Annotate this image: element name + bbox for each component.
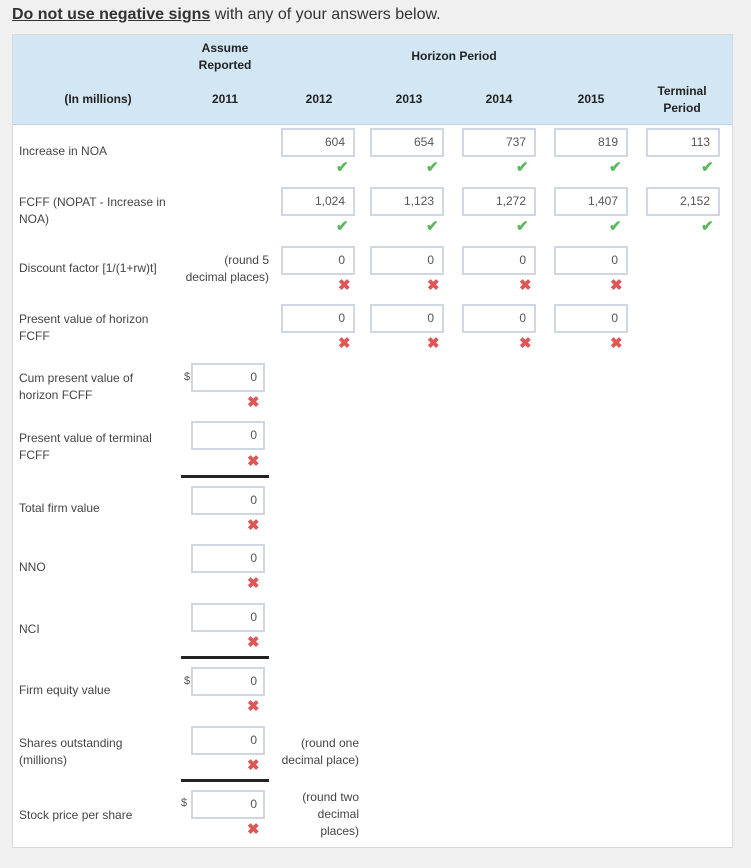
answer-table xyxy=(12,34,733,848)
input-discount-2013[interactable]: 0 xyxy=(370,246,444,275)
cross-icon: ✖ xyxy=(610,335,623,352)
input-noa-2014[interactable]: 737 xyxy=(462,128,536,157)
cross-icon: ✖ xyxy=(247,757,260,774)
currency-symbol: $ xyxy=(181,797,188,809)
cross-icon: ✖ xyxy=(427,335,440,352)
sum-rule xyxy=(181,656,269,659)
header-2013: 2013 xyxy=(395,92,423,106)
input-nno[interactable]: 0 xyxy=(191,544,265,573)
cross-icon: ✖ xyxy=(519,277,532,294)
input-pv-2015[interactable]: 0 xyxy=(554,304,628,333)
row-label-nci: NCI xyxy=(19,622,40,636)
input-noa-2013[interactable]: 654 xyxy=(370,128,444,157)
instructions-bold: Do not use negative signs xyxy=(12,6,211,23)
check-icon: ✔ xyxy=(426,218,439,235)
input-pv-2014[interactable]: 0 xyxy=(462,304,536,333)
cross-icon: ✖ xyxy=(247,453,260,470)
header-2014: 2014 xyxy=(485,92,513,106)
instructions-rest: with any of your answers below. xyxy=(210,6,441,23)
row-label-firm-equity: Firm equity value xyxy=(19,683,111,697)
input-cum-pv[interactable]: 0 xyxy=(191,363,265,392)
row-label-pv-terminal: Present value of terminal FCFF xyxy=(19,431,152,462)
input-noa-terminal[interactable]: 113 xyxy=(646,128,720,157)
check-icon: ✔ xyxy=(516,159,529,176)
input-fcff-2014[interactable]: 1,272 xyxy=(462,187,536,216)
input-fcff-terminal[interactable]: 2,152 xyxy=(646,187,720,216)
cross-icon: ✖ xyxy=(610,277,623,294)
check-icon: ✔ xyxy=(426,159,439,176)
header-terminal-period: Terminal Period xyxy=(657,84,707,115)
input-fcff-2015[interactable]: 1,407 xyxy=(554,187,628,216)
cross-icon: ✖ xyxy=(247,698,260,715)
input-stock-price[interactable]: 0 xyxy=(191,790,265,819)
input-fcff-2013[interactable]: 1,123 xyxy=(370,187,444,216)
sum-rule xyxy=(181,475,269,478)
header-assume-reported: Assume Reported xyxy=(198,41,252,72)
cross-icon: ✖ xyxy=(247,821,260,838)
check-icon: ✔ xyxy=(609,218,622,235)
check-icon: ✔ xyxy=(609,159,622,176)
input-pv-terminal[interactable]: 0 xyxy=(191,421,265,450)
row-label-pv-horizon: Present value of horizon FCFF xyxy=(19,312,149,343)
currency-symbol: $ xyxy=(184,675,191,687)
input-discount-2015[interactable]: 0 xyxy=(554,246,628,275)
row-label-fcff: FCFF (NOPAT - Increase in NOA) xyxy=(19,195,166,226)
input-nci[interactable]: 0 xyxy=(191,603,265,632)
input-discount-2012[interactable]: 0 xyxy=(281,246,355,275)
shares-round-note: (round one decimal place) xyxy=(281,736,359,767)
row-label-stock-price: Stock price per share xyxy=(19,808,133,822)
stock-round-note: (round two decimal places) xyxy=(302,790,359,838)
cross-icon: ✖ xyxy=(247,575,260,592)
input-fcff-2012[interactable]: 1,024 xyxy=(281,187,355,216)
row-label-cum-pv: Cum present value of horizon FCFF xyxy=(19,371,134,402)
check-icon: ✔ xyxy=(336,159,349,176)
input-firm-equity[interactable]: 0 xyxy=(191,667,265,696)
cross-icon: ✖ xyxy=(247,517,260,534)
input-noa-2012[interactable]: 604 xyxy=(281,128,355,157)
input-pv-2013[interactable]: 0 xyxy=(370,304,444,333)
sum-rule xyxy=(181,779,269,782)
discount-round-note: (round 5 decimal places) xyxy=(185,253,269,284)
cross-icon: ✖ xyxy=(338,335,351,352)
header-2012: 2012 xyxy=(305,92,333,106)
cross-icon: ✖ xyxy=(247,394,260,411)
header-2011: 2011 xyxy=(211,92,239,106)
row-label-nno: NNO xyxy=(19,560,46,574)
check-icon: ✔ xyxy=(336,218,349,235)
instructions xyxy=(12,6,441,24)
cross-icon: ✖ xyxy=(427,277,440,294)
row-label-increase-noa: Increase in NOA xyxy=(19,144,108,158)
input-noa-2015[interactable]: 819 xyxy=(554,128,628,157)
input-discount-2014[interactable]: 0 xyxy=(462,246,536,275)
cross-icon: ✖ xyxy=(519,335,532,352)
header-horizon-period: Horizon Period xyxy=(411,49,497,63)
currency-symbol: $ xyxy=(184,371,191,383)
check-icon: ✔ xyxy=(701,159,714,176)
input-total-firm[interactable]: 0 xyxy=(191,486,265,515)
cross-icon: ✖ xyxy=(247,634,260,651)
header-2015: 2015 xyxy=(577,92,605,106)
table-header xyxy=(13,35,732,125)
cross-icon: ✖ xyxy=(338,277,351,294)
row-label-discount-factor: Discount factor [1/(1+rw)t] xyxy=(19,261,157,275)
row-label-total-firm: Total firm value xyxy=(19,501,100,515)
row-label-shares: Shares outstanding (millions) xyxy=(19,736,123,767)
check-icon: ✔ xyxy=(516,218,529,235)
check-icon: ✔ xyxy=(701,218,714,235)
header-in-millions: (In millions) xyxy=(64,92,132,106)
input-pv-2012[interactable]: 0 xyxy=(281,304,355,333)
input-shares[interactable]: 0 xyxy=(191,726,265,755)
